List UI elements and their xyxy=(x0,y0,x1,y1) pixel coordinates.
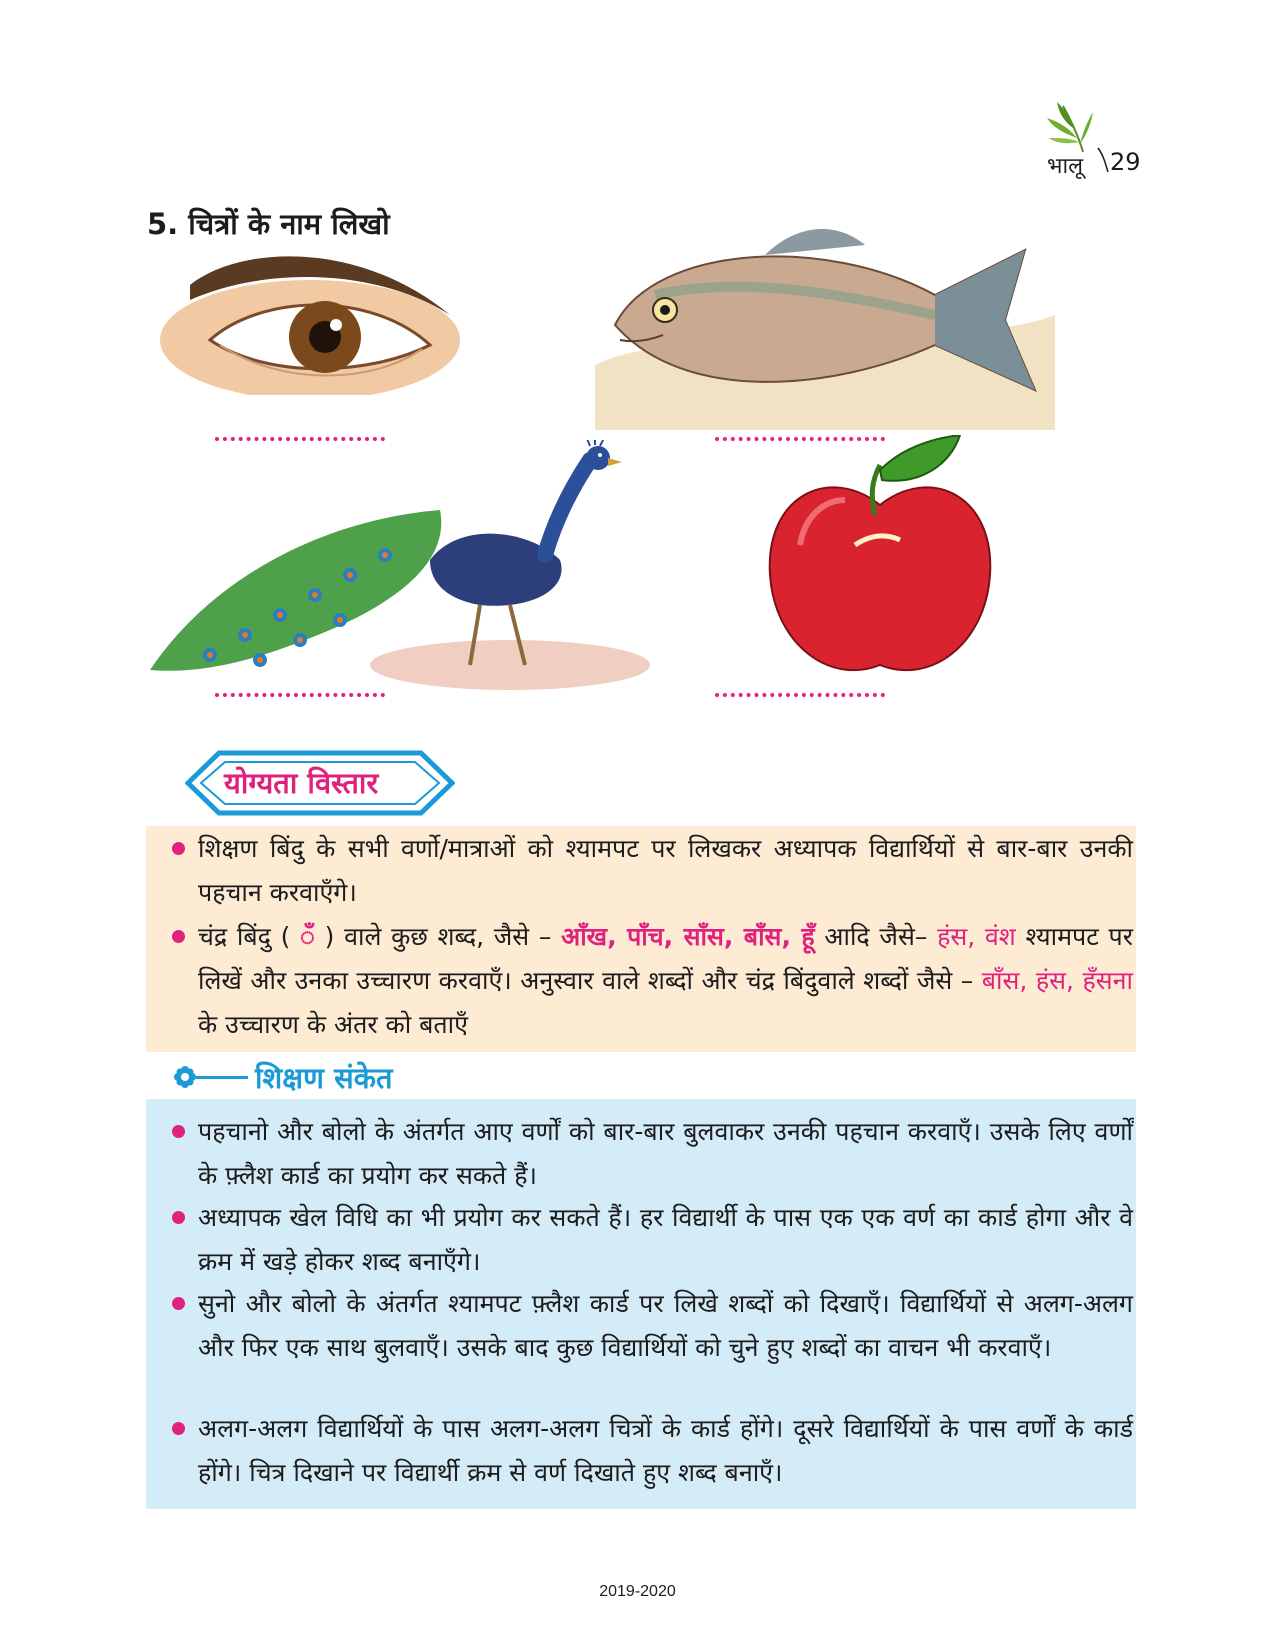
bullet xyxy=(172,1125,185,1138)
footer-year: 2019-2020 xyxy=(599,1583,676,1600)
teaching-point-1: पहचानो और बोलो के अंतर्गत आए वर्णों को बार-बार बुलवाकर उनकी पहचान करवाएँ। उसके लिए वर्णों के फ़्लैश कार्ड का प्रयोग कर सकते हैं। xyxy=(198,1117,1133,1190)
teaching-point-2: अध्यापक खेल विधि का भी प्रयोग कर सकते हैं। हर विद्यार्थी के पास एक एक वर्ण का कार्ड होगा और वे क्रम में खड़े होकर शब्द बनाएँगे। xyxy=(198,1203,1133,1276)
eye-picture xyxy=(160,245,460,395)
p2-example-words: आँख, पाँच, साँस, बाँस, हूँ xyxy=(561,922,815,951)
chandrabindu-symbol: ँ xyxy=(300,922,315,951)
p2-text-a: चंद्र बिंदु ( xyxy=(198,922,291,951)
bullet xyxy=(172,930,185,943)
p2-example-words-2: हंस, वंश xyxy=(937,922,1016,951)
bullet xyxy=(172,842,185,855)
answer-line-apple[interactable] xyxy=(715,693,885,697)
bullet xyxy=(172,1422,185,1435)
apple-picture xyxy=(760,435,1000,685)
p2-text-c: आदि जैसे– xyxy=(824,922,928,951)
flower-icon xyxy=(174,1066,196,1088)
bullet xyxy=(172,1211,185,1224)
p2-text-d: श्यामपट पर लिखें और उनका उच्चारण करवाएँ। अनुस्वार वाले शब्दों और चंद्र बिंदुवाले शब्दों जैसे – xyxy=(198,922,1133,995)
peacock-picture xyxy=(150,440,650,700)
p2-example-words-3: बाँस, हंस, हँसना xyxy=(981,966,1133,995)
heading-line xyxy=(196,1076,248,1079)
extension-point-1: शिक्षण बिंदु के सभी वर्णो/मात्राओं को श्यामपट पर लिखकर अध्यापक विद्यार्थियों से बार-बार उनकी पहचान करवाएँगे। xyxy=(198,834,1133,907)
teaching-heading: शिक्षण संकेत xyxy=(255,1061,393,1095)
teaching-point-3: सुनो और बोलो के अंतर्गत श्यामपट फ़्लैश कार्ड पर लिखे शब्दों को दिखाएँ। विद्यार्थियों से अलग-अलग और फिर एक साथ बुलवाएँ। उसके बाद कुछ विद्यार्थियों को चुने हुए शब्दों का वाचन भी करवाएँ। xyxy=(198,1289,1133,1362)
teaching-point-4: अलग-अलग विद्यार्थियों के पास अलग-अलग चित्रों के कार्ड होंगे। दूसरे विद्यार्थियों के पास वर्णों के कार्ड होंगे। चित्र दिखाने पर विद्यार्थी क्रम से वर्ण दिखाते हुए शब्द बनाएँ। xyxy=(198,1414,1133,1487)
extension-point-2 xyxy=(198,915,1133,1047)
bullet xyxy=(172,1297,185,1310)
p2-text-e: के उच्चारण के अंतर को बताएँ xyxy=(198,1010,468,1039)
fish-picture xyxy=(595,215,1055,430)
leaf-icon xyxy=(1043,100,1098,155)
page-number: 29 xyxy=(1110,148,1141,176)
extension-heading: योग्यता विस्तार xyxy=(224,766,379,800)
answer-line-peacock[interactable] xyxy=(215,693,385,697)
chapter-name: भालू xyxy=(1047,154,1084,179)
p2-text-b: ) वाले कुछ शब्द, जैसे – xyxy=(324,922,552,951)
exercise-title: 5. चित्रों के नाम लिखो xyxy=(147,207,390,241)
